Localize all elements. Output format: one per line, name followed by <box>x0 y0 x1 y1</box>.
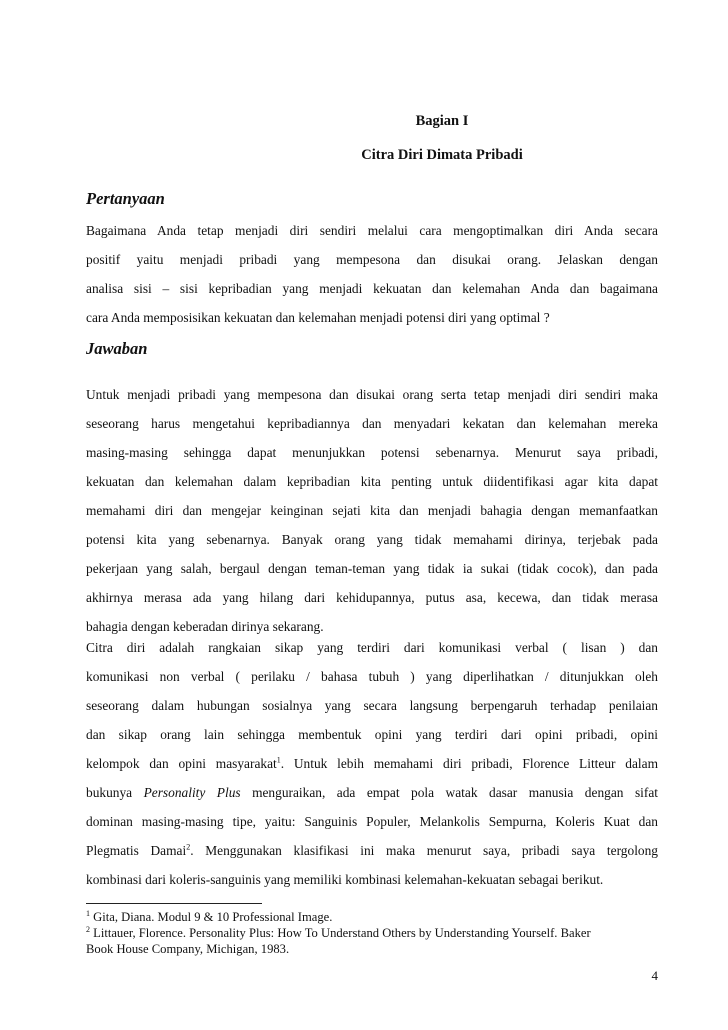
text-segment: Plegmatis Damai <box>86 843 187 858</box>
text-line: seseorang harus mengetahui kepribadiannya dan menyadari kekatan dan kelemahan mereka <box>86 416 658 431</box>
footnote-2 <box>86 925 658 941</box>
footnote-ref-1[interactable]: 1 <box>276 755 281 765</box>
footnote-mark: 2 <box>86 924 90 934</box>
answer-heading: Jawaban <box>86 339 148 358</box>
footnote-text: Littauer, Florence. Personality Plus: How To Understand Others by Understanding Yourself. Baker <box>90 926 591 940</box>
answer-paragraph-1 <box>86 386 658 647</box>
part-heading: Bagian I <box>415 113 469 129</box>
footnotes <box>86 909 658 957</box>
book-title: Personality Plus <box>143 785 241 800</box>
text-segment: . Untuk lebih memahami diri pribadi, Florence Litteur dalam <box>280 756 658 771</box>
text-line: kekuatan dan kelemahan dalam kepribadian kita penting untuk diidentifikasi agar kita dapat <box>86 474 658 489</box>
text-line: Bagaimana Anda tetap menjadi diri sendiri melalui cara mengoptimalkan diri Anda secara <box>86 223 658 238</box>
chapter-title: Citra Diri Dimata Pribadi <box>361 147 523 163</box>
text-line: pekerjaan yang salah, bergaul dengan teman-teman yang tidak ia sukai (tidak cocok), dan pada <box>86 561 658 576</box>
question-paragraph <box>86 222 658 338</box>
question-heading: Pertanyaan <box>86 189 165 208</box>
text-segment: . Menggunakan klasifikasi ini maka menurut saya, pribadi saya tergolong <box>190 843 658 858</box>
text-line: positif yaitu menjadi pribadi yang mempesona dan disukai orang. Jelaskan dengan <box>86 252 658 267</box>
text-line: masing-masing sehingga dapat menunjukkan potensi sebenarnya. Menurut saya pribadi, <box>86 445 658 460</box>
text-line <box>86 755 658 784</box>
text-segment: menguraikan, ada empat pola watak dasar manusia dengan sifat <box>240 785 658 800</box>
text-line: memahami diri dan mengejar keinginan sejati kita dan menjadi bahagia dengan memanfaatkan <box>86 503 658 518</box>
text-line: analisa sisi – sisi kepribadian yang menjadi kekuatan dan kelemahan Anda dan bagaimana <box>86 281 658 296</box>
answer-paragraph-2 <box>86 639 658 900</box>
text-line: dominan masing-masing tipe, yaitu: Sanguinis Populer, Melankolis Sempurna, Koleris Kuat dan <box>86 814 658 829</box>
footnote-2-continued: Book House Company, Michigan, 1983. <box>86 942 290 956</box>
text-line: potensi kita yang sebenarnya. Banyak orang yang tidak memahami dirinya, terjebak pada <box>86 532 658 547</box>
footnote-ref-2[interactable]: 2 <box>186 842 191 852</box>
text-line: cara Anda memposisikan kekuatan dan kelemahan menjadi potensi diri yang optimal ? <box>86 310 550 325</box>
footnote-text: Gita, Diana. Modul 9 & 10 Professional Image. <box>90 910 333 924</box>
text-line: Citra diri adalah rangkaian sikap yang terdiri dari komunikasi verbal ( lisan ) dan <box>86 640 658 655</box>
text-line: komunikasi non verbal ( perilaku / bahasa tubuh ) yang diperlihatkan / ditunjukkan oleh <box>86 669 658 684</box>
text-line: akhirnya merasa ada yang hilang dari kehidupannya, putus asa, kecewa, dan tidak merasa <box>86 590 658 605</box>
page-number: 4 <box>651 968 658 983</box>
text-line: bahagia dengan keberadan dirinya sekarang. <box>86 619 324 634</box>
text-line: seseorang dalam hubungan sosialnya yang secara langsung berpengaruh terhadap penilaian <box>86 698 658 713</box>
text-line <box>86 784 658 813</box>
footnote-1 <box>86 909 658 925</box>
text-line: Untuk menjadi pribadi yang mempesona dan disukai orang serta tetap menjadi diri sendiri maka <box>86 387 658 402</box>
text-line: dan sikap orang lain sehingga membentuk opini yang terdiri dari opini pribadi, opini <box>86 727 658 742</box>
footnote-mark: 1 <box>86 908 90 918</box>
text-line: kombinasi dari koleris-sanguinis yang memiliki kombinasi kelemahan-kekuatan sebagai berikut. <box>86 872 604 887</box>
text-segment: bukunya <box>86 785 144 800</box>
footnote-divider <box>86 903 262 904</box>
text-line <box>86 842 658 871</box>
text-segment: kelompok dan opini masyarakat <box>86 756 277 771</box>
